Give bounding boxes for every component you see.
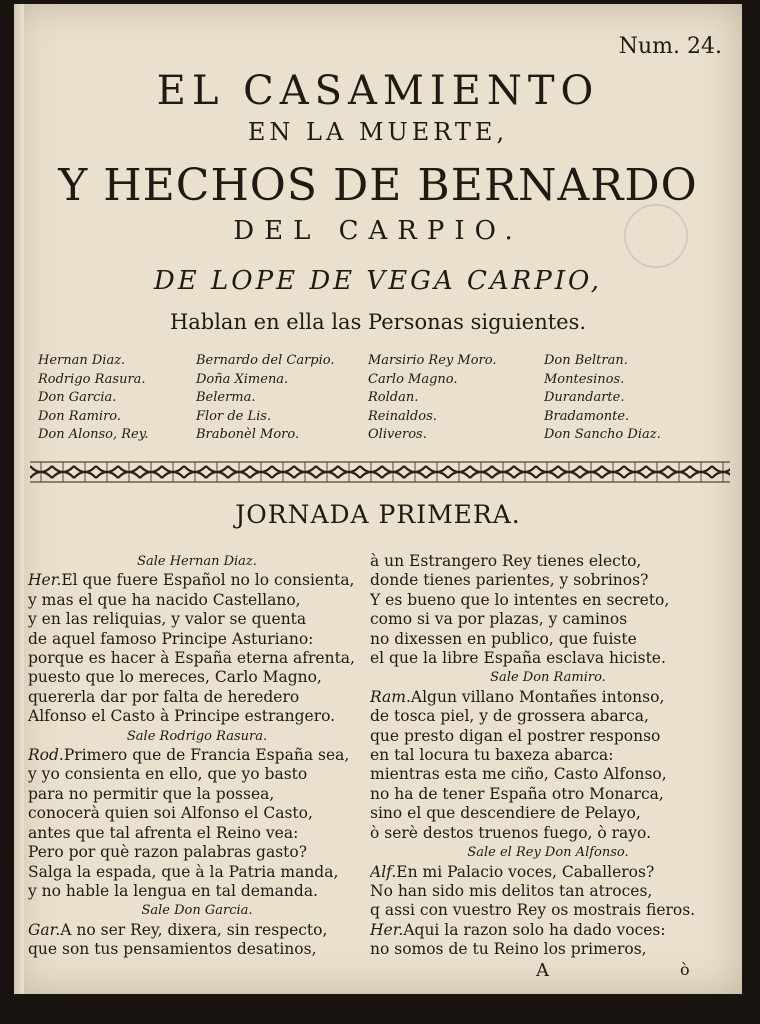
verse-line: que presto digan el postrer responso (370, 726, 661, 745)
stage-direction: Sale Hernan Diaz. (137, 554, 257, 569)
verse-line: como si va por plazas, y caminos (370, 610, 628, 629)
cast-name: Belerma. (196, 390, 256, 405)
verse-line: Ram.Algun villano Montañes intonso, (370, 687, 665, 706)
verse-line: no dixessen en publico, que fuiste (370, 629, 637, 648)
verse-line: de aquel famoso Principe Asturiano: (28, 629, 314, 648)
speaker-label: Her. (28, 571, 62, 590)
cast-column-4 (544, 352, 661, 445)
verse-line: y mas el que ha nacido Castellano, (28, 590, 301, 609)
cast-name: Oliveros. (368, 427, 427, 442)
play-number: Num. 24. (618, 34, 722, 59)
verse-line: ò serè destos truenos fuego, ò rayo. (370, 823, 652, 842)
cast-name: Durandarte. (544, 390, 625, 405)
verse-line: antes que tal afrenta el Reino vea: (28, 823, 299, 842)
verse-line: mientras esta me ciño, Casto Alfonso, (370, 765, 667, 784)
verse-line: y yo consienta en ello, que yo basto (28, 765, 308, 784)
verse-line: y no hable la lengua en tal demanda. (28, 881, 318, 900)
cast-name: Bradamonte. (544, 408, 630, 424)
title-line-4: DEL CARPIO. (233, 216, 523, 246)
speaker-label: Gar. (28, 920, 61, 939)
author-line: DE LOPE DE VEGA CARPIO, (153, 266, 603, 296)
catchword: ò (680, 960, 690, 979)
verse-line: que son tus pensamientos desatinos, (28, 940, 317, 959)
cast-name: Don Alonso, Rey. (38, 427, 149, 442)
cast-heading: Hablan en ella las Personas siguientes. (169, 310, 587, 334)
page-edge (14, 4, 24, 994)
book-page (14, 4, 742, 994)
cast-name: Don Ramiro. (38, 408, 122, 424)
ornamental-border (30, 460, 730, 484)
cast-name: Hernan Diaz. (38, 353, 126, 368)
cast-name: Marsirio Rey Moro. (368, 353, 497, 368)
text-column-left (28, 552, 366, 960)
cast-name: Rodrigo Rasura. (38, 371, 146, 387)
speaker-label: Her. (370, 920, 404, 939)
cast-name: Reinaldos. (368, 408, 437, 424)
verse-line: Salga la espada, que à la Patria manda, (28, 862, 339, 881)
verse-line: Her.El que fuere Español no lo consienta, (28, 571, 355, 590)
verse-line: quererla dar por falta de heredero (28, 687, 300, 706)
signature-mark: A (536, 960, 549, 981)
verse-line: q assi con vuestro Rey os mostrais fieros. (370, 901, 696, 920)
verse-line: en tal locura tu baxeza abarca: (370, 746, 614, 765)
verse-line: Her.Aqui la razon solo ha dado voces: (370, 920, 666, 939)
text-column-right (370, 552, 726, 960)
stage-direction: Sale el Rey Don Alfonso. (467, 845, 629, 861)
cast-name: Carlo Magno. (368, 371, 458, 387)
speaker-label: Alf. (370, 862, 397, 881)
cast-name: Roldan. (368, 390, 419, 405)
cast-column-1 (38, 352, 149, 445)
verse-line: para no permitir que la possea, (28, 784, 275, 803)
title-line-3: Y HECHOS DE BERNARDO (58, 160, 698, 211)
verse-line: Y es bueno que lo intentes en secreto, (370, 590, 670, 609)
cast-column-2 (196, 352, 335, 445)
verse-line: Alfonso el Casto à Principe estrangero. (28, 707, 336, 726)
act-title: JORNADA PRIMERA. (235, 500, 521, 529)
verse-line: conocerà quien soi Alfonso el Casto, (28, 804, 313, 823)
cast-name: Don Beltran. (544, 353, 628, 368)
cast-column-3 (368, 352, 496, 445)
verse-line: donde tienes parientes, y sobrinos? (370, 571, 649, 590)
verse-line: y en las reliquias, y valor se quenta (28, 610, 307, 629)
verse-line: No han sido mis delitos tan atroces, (370, 881, 653, 900)
stage-direction: Sale Rodrigo Rasura. (126, 728, 268, 744)
verse-line: Pero por què razon palabras gasto? (28, 843, 308, 862)
cast-name: Doña Ximena. (196, 371, 289, 387)
title-line-2: EN LA MUERTE, (247, 118, 509, 146)
speaker-label: Ram. (370, 687, 411, 706)
speaker-label: Rod. (28, 746, 64, 765)
cast-name: Brabonèl Moro. (196, 427, 300, 442)
verse-line: el que la libre España esclava hiciste. (370, 649, 666, 668)
verse-line: puesto que lo mereces, Carlo Magno, (28, 668, 322, 687)
verse-line: porque es hacer à España eterna afrenta, (28, 649, 355, 668)
stage-direction: Sale Don Garcia. (141, 903, 253, 919)
verse-line: Alf.En mi Palacio voces, Caballeros? (370, 862, 655, 881)
cast-name: Bernardo del Carpio. (196, 353, 335, 368)
verse-line: à un Estrangero Rey tienes electo, (370, 552, 642, 570)
stage-direction: Sale Don Ramiro. (490, 670, 606, 686)
cast-name: Don Sancho Diaz. (544, 427, 661, 442)
verse-line: Gar.A no ser Rey, dixera, sin respecto, (28, 920, 328, 939)
title-line-1: EL CASAMIENTO (156, 68, 600, 114)
verse-line: sino el que descendiere de Pelayo, (370, 804, 641, 823)
cast-name: Montesinos. (544, 371, 625, 387)
verse-line: de tosca piel, y de grossera abarca, (370, 707, 649, 726)
verse-line: Rod.Primero que de Francia España sea, (28, 746, 350, 765)
cast-name: Flor de Lis. (196, 408, 272, 424)
cast-name: Don Garcia. (38, 390, 117, 405)
verse-line: no somos de tu Reino los primeros, (370, 940, 647, 959)
verse-line: no ha de tener España otro Monarca, (370, 784, 664, 803)
